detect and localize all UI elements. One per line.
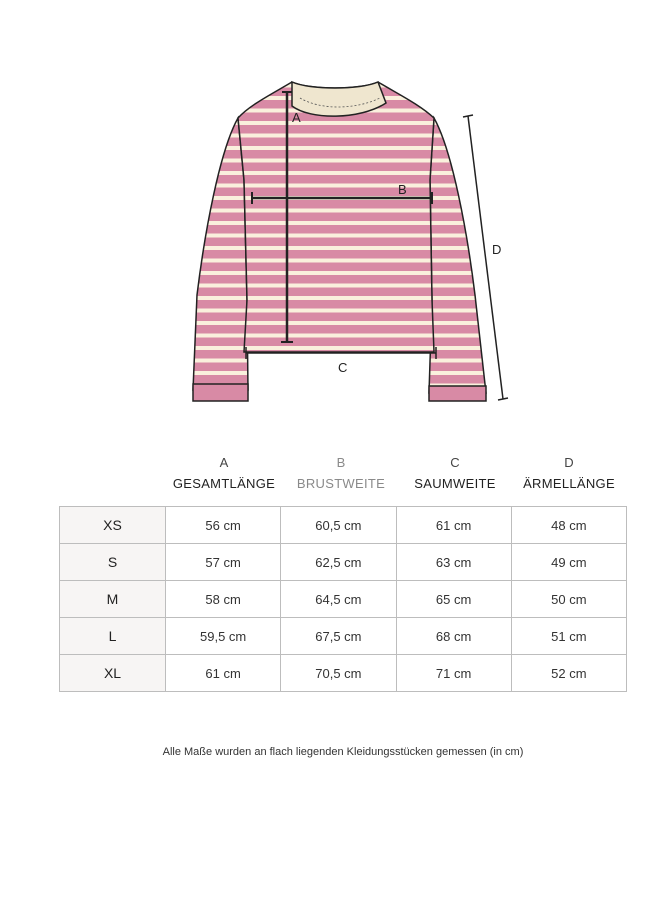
size-cell: M bbox=[60, 581, 166, 618]
value-cell: 52 cm bbox=[511, 655, 626, 692]
value-cell: 57 cm bbox=[166, 544, 281, 581]
value-cell: 49 cm bbox=[511, 544, 626, 581]
table-row bbox=[60, 618, 627, 655]
table-row bbox=[60, 507, 627, 544]
value-cell: 50 cm bbox=[511, 581, 626, 618]
column-letter: C bbox=[450, 455, 460, 470]
value-cell: 63 cm bbox=[396, 544, 511, 581]
label-a: A bbox=[292, 110, 301, 125]
value-cell: 65 cm bbox=[396, 581, 511, 618]
table-row bbox=[60, 655, 627, 692]
size-cell: S bbox=[60, 544, 166, 581]
value-cell: 61 cm bbox=[166, 655, 281, 692]
column-name: ÄRMELLÄNGE bbox=[523, 476, 615, 491]
right-sleeve bbox=[429, 118, 486, 393]
value-cell: 68 cm bbox=[396, 618, 511, 655]
value-cell: 60,5 cm bbox=[281, 507, 396, 544]
sweater-measurement-diagram bbox=[0, 0, 672, 420]
sweater-body bbox=[238, 82, 434, 352]
column-name: SAUMWEITE bbox=[414, 476, 496, 491]
right-cuff bbox=[429, 386, 486, 401]
value-cell: 61 cm bbox=[396, 507, 511, 544]
size-cell: XS bbox=[60, 507, 166, 544]
value-cell: 71 cm bbox=[396, 655, 511, 692]
value-cell: 59,5 cm bbox=[166, 618, 281, 655]
column-header-c bbox=[397, 452, 513, 494]
value-cell: 62,5 cm bbox=[281, 544, 396, 581]
table-row bbox=[60, 581, 627, 618]
column-header-d bbox=[511, 452, 627, 494]
left-cuff bbox=[193, 384, 248, 401]
label-b: B bbox=[398, 182, 407, 197]
column-letter: D bbox=[564, 455, 574, 470]
column-name: BRUSTWEITE bbox=[296, 476, 386, 491]
value-cell: 48 cm bbox=[511, 507, 626, 544]
label-d: D bbox=[492, 242, 502, 257]
measurement-footnote: Alle Maße wurden an flach liegenden Kleidungsstücken gemessen (in cm) bbox=[162, 746, 524, 758]
column-name: GESAMTLÄNGE bbox=[172, 476, 276, 491]
column-header-a bbox=[166, 452, 282, 494]
size-chart-table bbox=[59, 506, 627, 692]
value-cell: 56 cm bbox=[166, 507, 281, 544]
value-cell: 64,5 cm bbox=[281, 581, 396, 618]
left-sleeve bbox=[193, 118, 248, 390]
size-cell: L bbox=[60, 618, 166, 655]
value-cell: 58 cm bbox=[166, 581, 281, 618]
value-cell: 67,5 cm bbox=[281, 618, 396, 655]
value-cell: 70,5 cm bbox=[281, 655, 396, 692]
column-letter: A bbox=[219, 455, 229, 470]
label-c: C bbox=[338, 360, 348, 375]
column-header-b bbox=[283, 452, 399, 494]
size-cell: XL bbox=[60, 655, 166, 692]
table-row bbox=[60, 544, 627, 581]
column-letter: B bbox=[336, 455, 346, 470]
value-cell: 51 cm bbox=[511, 618, 626, 655]
